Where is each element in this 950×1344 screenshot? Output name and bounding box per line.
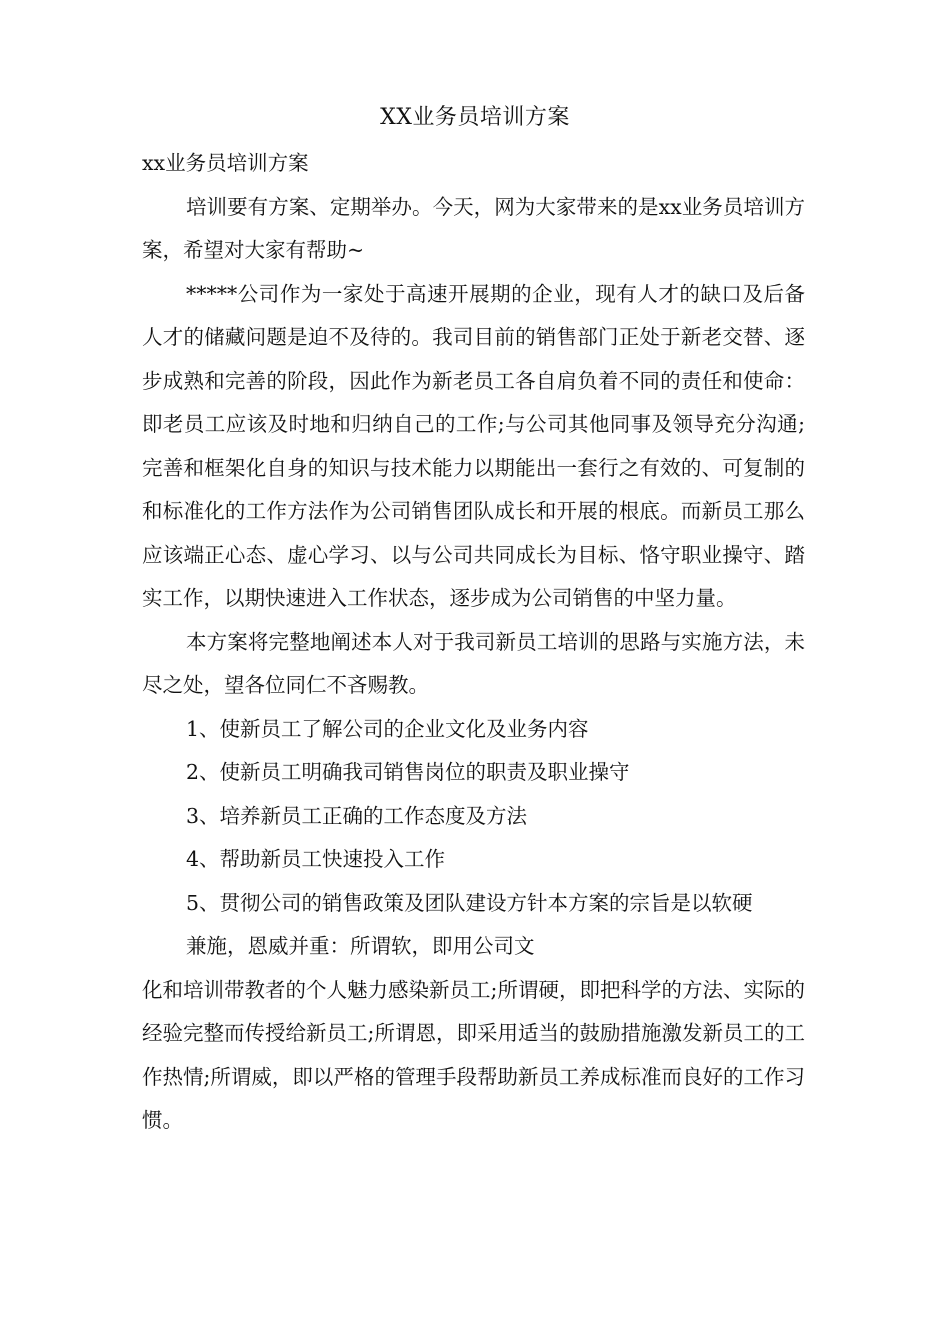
- list-item: 5、贯彻公司的销售政策及团队建设方针本方案的宗旨是以软硬: [186, 890, 753, 915]
- paragraph-purpose: 本方案将完整地阐述本人对于我司新员工培训的思路与实施方法，未尽之处，望各位同仁不吝赐教。: [142, 629, 805, 697]
- list-item: 2、使新员工明确我司销售岗位的职责及职业操守: [186, 760, 630, 784]
- list-item: 1、使新员工了解公司的企业文化及业务内容: [186, 716, 589, 741]
- document-title: XX业务员培训方案: [380, 105, 570, 130]
- list-item-continuation: 兼施，恩威并重：所谓软，即用公司文: [186, 934, 535, 958]
- document-subtitle: xx业务员培训方案: [142, 151, 309, 175]
- paragraph-intro: 培训要有方案、定期举办。今天，网为大家带来的是xx业务员培训方案，希望对大家有帮助~: [142, 194, 805, 262]
- list-item: 4、帮助新员工快速投入工作: [186, 847, 446, 871]
- paragraph-background: *****公司作为一家处于高速开展期的企业，现有人才的缺口及后备人才的储藏问题是迫不及待的。我司目前的销售部门正处于新老交替、逐步成熟和完善的阶段，因此作为新老员工各自肩负着不同的责任和使命：即老员工应该及时地和归纳自己的工作;与公司其他同事及领导充分沟通;完善和框架化自身的知识与技术能力以期能出一套行之有效的、可复制的和标准化的工作方法作为公司销售团队成长和开展的根底。而新员工那么应该端正心态、虚心学习、以与公司共同成长为目标、恪守职业操守、踏实工作，以期快速进入工作状态，逐步成为公司销售的中坚力量。: [142, 281, 805, 610]
- list-item: 3、培养新员工正确的工作态度及方法: [186, 803, 528, 828]
- document-body: [142, 142, 805, 1143]
- paragraph-closing: 化和培训带教者的个人魅力感染新员工;所谓硬，即把科学的方法、实际的经验完整而传授给新员工;所谓恩，即采用适当的鼓励措施激发新员工的工作热情;所谓威，即以严格的管理手段帮助新员工养成标准而良好的工作习惯。: [142, 977, 805, 1132]
